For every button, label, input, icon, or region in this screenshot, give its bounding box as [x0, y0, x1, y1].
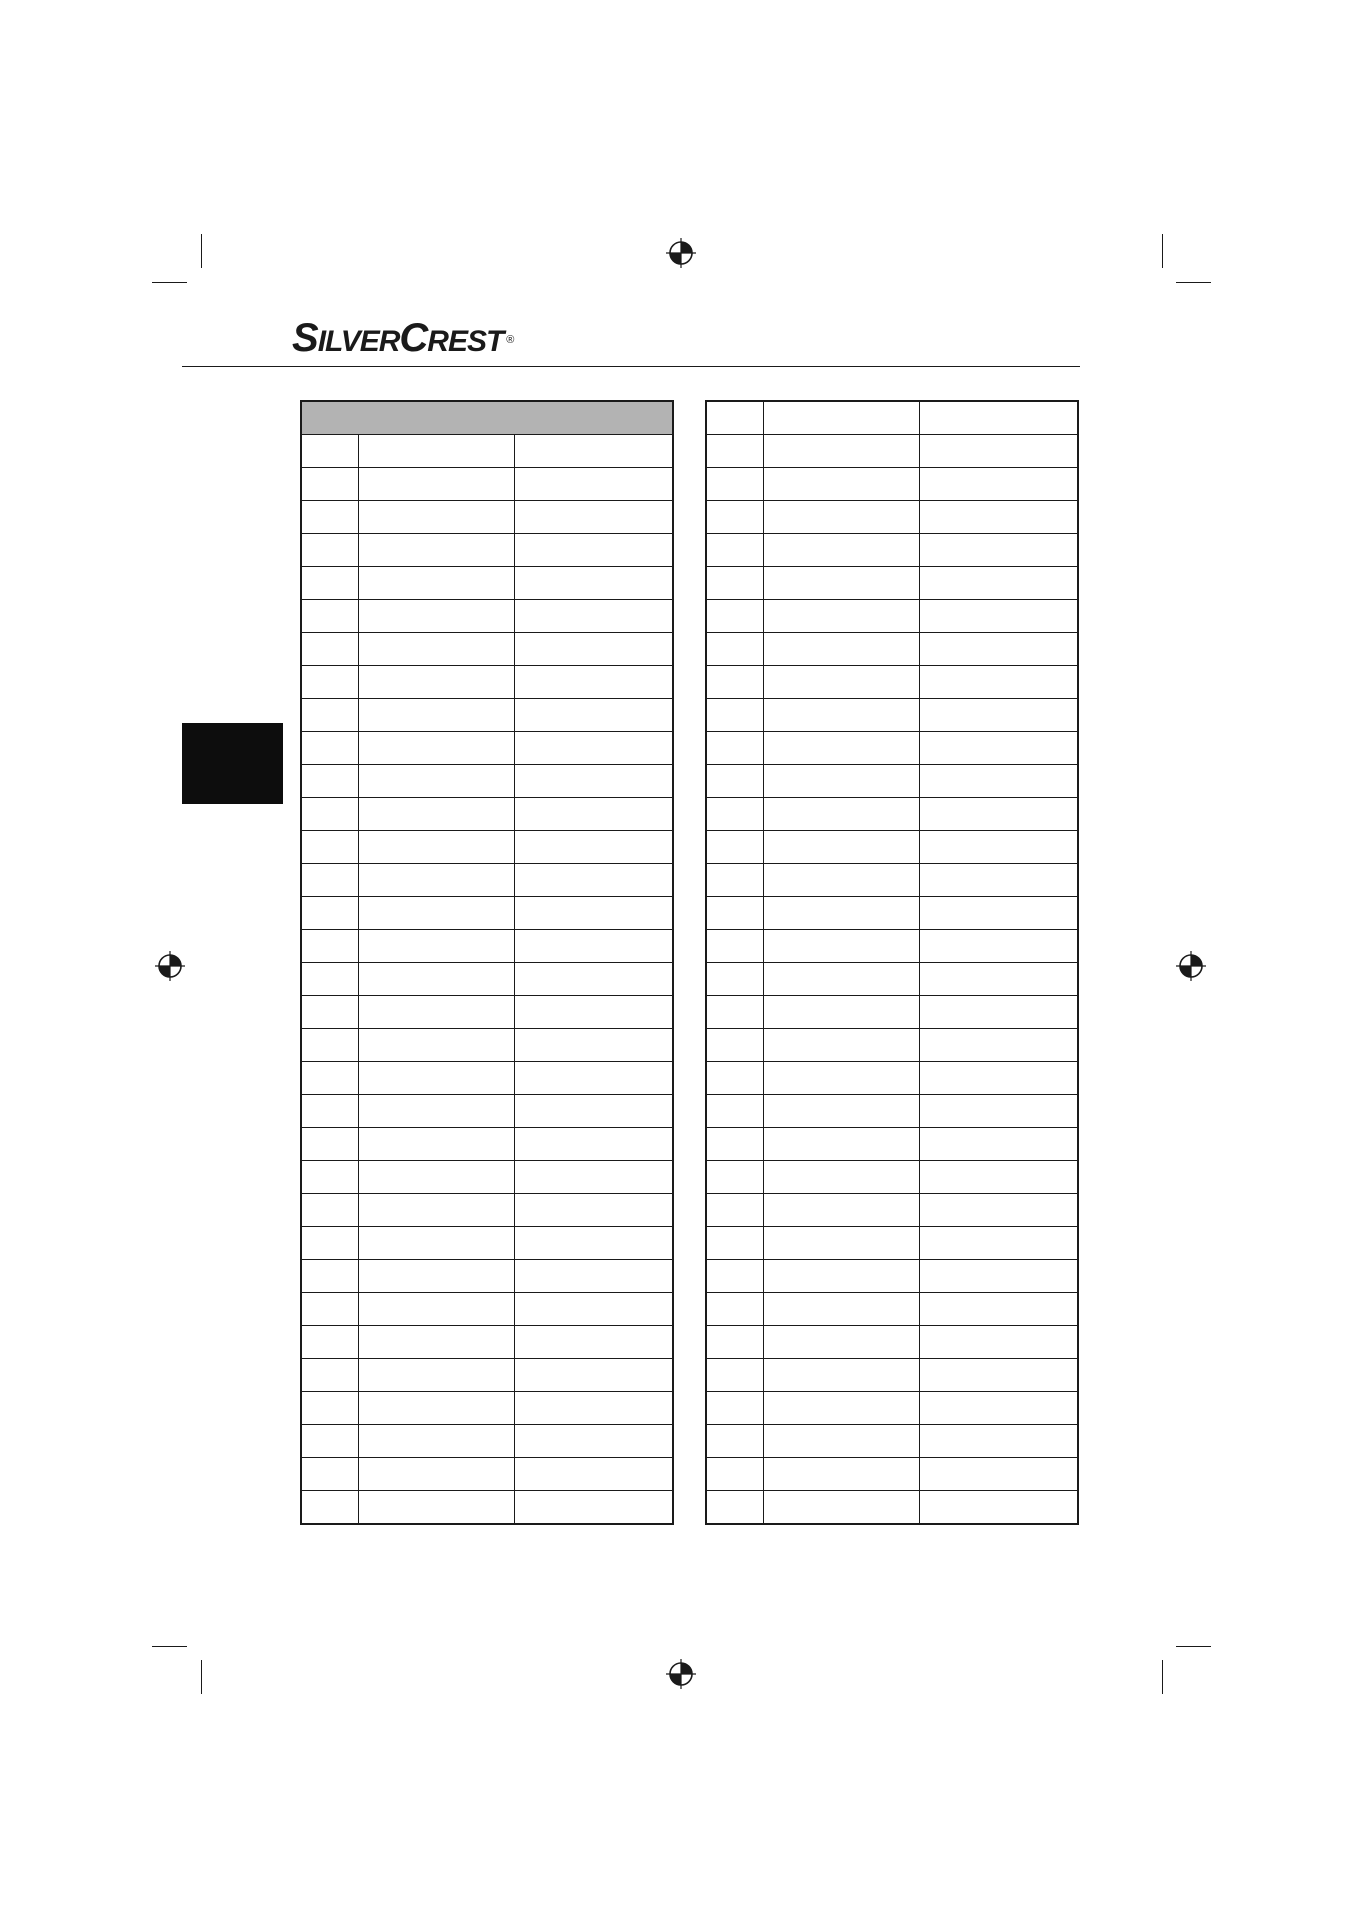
trademark-symbol: ® [506, 334, 514, 346]
table-cell [301, 468, 358, 501]
table-cell [358, 1293, 514, 1326]
table-row [706, 1029, 1078, 1062]
table-cell [763, 534, 919, 567]
logo-part-3: C [399, 316, 428, 360]
table-cell [706, 699, 763, 732]
table-cell [706, 765, 763, 798]
table-cell [706, 1095, 763, 1128]
crop-mark-top-left-vertical [201, 234, 202, 268]
table-cell [301, 831, 358, 864]
table-cell [706, 930, 763, 963]
table-cell [919, 435, 1078, 468]
table-cell [358, 1161, 514, 1194]
table-cell [358, 1029, 514, 1062]
table-row [301, 699, 673, 732]
table-cell [919, 930, 1078, 963]
table-cell [514, 1029, 673, 1062]
table-cell [301, 699, 358, 732]
table-cell [358, 534, 514, 567]
table-cell [919, 468, 1078, 501]
table-cell [919, 831, 1078, 864]
table-cell [514, 963, 673, 996]
table-cell [358, 1326, 514, 1359]
table-cell [514, 996, 673, 1029]
table-cell [301, 1062, 358, 1095]
table-cell [514, 1260, 673, 1293]
table-cell [514, 1194, 673, 1227]
table-cell [763, 1128, 919, 1161]
table-cell [763, 1161, 919, 1194]
table-cell [514, 831, 673, 864]
table-row [706, 1128, 1078, 1161]
table-row [706, 1227, 1078, 1260]
table-row [706, 1293, 1078, 1326]
table-cell [514, 1062, 673, 1095]
table-row [301, 864, 673, 897]
table-cell [358, 1491, 514, 1525]
table-cell [706, 831, 763, 864]
table-cell [919, 1227, 1078, 1260]
table-cell [301, 996, 358, 1029]
table-row [301, 534, 673, 567]
table-cell [706, 435, 763, 468]
table-cell [514, 930, 673, 963]
table-cell [706, 897, 763, 930]
table-cell [514, 1458, 673, 1491]
table-cell [706, 600, 763, 633]
table-row [301, 633, 673, 666]
table-row [301, 1128, 673, 1161]
crop-mark-bottom-right-vertical [1162, 1660, 1163, 1694]
table-cell [919, 501, 1078, 534]
table-cell [514, 1293, 673, 1326]
table-cell [919, 699, 1078, 732]
crop-mark-top-right-vertical [1162, 234, 1163, 268]
table-cell [514, 1359, 673, 1392]
table-cell [301, 600, 358, 633]
table-cell [706, 567, 763, 600]
table-row [706, 864, 1078, 897]
table-row [706, 1425, 1078, 1458]
table-cell [919, 534, 1078, 567]
table-cell [706, 1227, 763, 1260]
table-cell [358, 1392, 514, 1425]
table-row [301, 1293, 673, 1326]
table-cell [706, 1062, 763, 1095]
table-cell [358, 1359, 514, 1392]
table-cell [763, 1392, 919, 1425]
table-cell [763, 897, 919, 930]
table-cell [301, 1359, 358, 1392]
table-cell [358, 831, 514, 864]
table-cell [919, 1425, 1078, 1458]
table-cell [706, 1326, 763, 1359]
table-row [706, 1326, 1078, 1359]
table-row [301, 732, 673, 765]
table-cell [514, 666, 673, 699]
table-cell [358, 765, 514, 798]
table-cell [514, 1095, 673, 1128]
logo-part-4: REST [427, 325, 504, 358]
table-row [706, 1260, 1078, 1293]
table-cell [514, 798, 673, 831]
table-row [301, 1227, 673, 1260]
table-cell [514, 600, 673, 633]
table-cell [919, 1194, 1078, 1227]
table-cell [358, 666, 514, 699]
table-row [706, 567, 1078, 600]
table-row [301, 1359, 673, 1392]
table-cell [763, 501, 919, 534]
table-cell [763, 930, 919, 963]
registration-target-right-icon [1176, 951, 1206, 981]
table-row [706, 666, 1078, 699]
table-row [706, 1095, 1078, 1128]
table-cell [763, 1062, 919, 1095]
table-cell [301, 1392, 358, 1425]
table-cell [706, 1260, 763, 1293]
table-cell [301, 897, 358, 930]
table-row [301, 1194, 673, 1227]
table-row [706, 1194, 1078, 1227]
table-row [301, 1392, 673, 1425]
table-row [706, 765, 1078, 798]
table-row [706, 435, 1078, 468]
table-row [706, 897, 1078, 930]
table-cell [919, 1392, 1078, 1425]
table-row [301, 567, 673, 600]
table-cell [301, 1491, 358, 1525]
table-cell [301, 633, 358, 666]
crop-mark-bottom-right-horizontal [1176, 1646, 1211, 1647]
table-cell [358, 1194, 514, 1227]
table-row [706, 1062, 1078, 1095]
table-cell [358, 1095, 514, 1128]
table-cell [301, 501, 358, 534]
table-row [706, 1359, 1078, 1392]
table-cell [706, 1392, 763, 1425]
table-row [706, 732, 1078, 765]
table-cell [301, 1095, 358, 1128]
table-cell [706, 1359, 763, 1392]
left-table [300, 400, 674, 1525]
table-header-cell [301, 401, 673, 435]
table-cell [919, 1326, 1078, 1359]
table-cell [301, 765, 358, 798]
table-row [301, 1425, 673, 1458]
table-cell [919, 1260, 1078, 1293]
table-cell [358, 699, 514, 732]
table-cell [919, 633, 1078, 666]
table-cell [919, 897, 1078, 930]
table-cell [763, 1227, 919, 1260]
table-cell [358, 1425, 514, 1458]
table-cell [919, 1458, 1078, 1491]
table-row [301, 1326, 673, 1359]
table-cell [919, 1359, 1078, 1392]
table-cell [763, 798, 919, 831]
table-cell [706, 534, 763, 567]
brand-logo [292, 316, 514, 360]
table-cell [514, 567, 673, 600]
table-row [301, 1458, 673, 1491]
table-cell [358, 864, 514, 897]
table-cell [358, 633, 514, 666]
table-cell [301, 1260, 358, 1293]
crop-mark-top-left-horizontal [152, 282, 187, 283]
table-cell [358, 468, 514, 501]
table-cell [706, 633, 763, 666]
table-cell [514, 633, 673, 666]
table-cell [301, 666, 358, 699]
table-header-band [301, 401, 673, 435]
crop-mark-bottom-left-vertical [201, 1660, 202, 1694]
table-row [706, 468, 1078, 501]
table-cell [358, 435, 514, 468]
table-row [301, 897, 673, 930]
table-cell [514, 765, 673, 798]
table-cell [514, 534, 673, 567]
table-cell [706, 1491, 763, 1525]
table-cell [358, 1227, 514, 1260]
table-row [301, 1260, 673, 1293]
table-row [301, 930, 673, 963]
table-cell [706, 666, 763, 699]
crop-mark-bottom-left-horizontal [152, 1646, 187, 1647]
header-rule [182, 366, 1080, 367]
table-cell [358, 732, 514, 765]
table-cell [301, 930, 358, 963]
table-cell [514, 864, 673, 897]
table-row [301, 798, 673, 831]
table-cell [763, 765, 919, 798]
table-row [706, 1161, 1078, 1194]
table-row [301, 831, 673, 864]
table-cell [919, 1128, 1078, 1161]
table-cell [763, 1260, 919, 1293]
table-cell [919, 1029, 1078, 1062]
table-row [301, 666, 673, 699]
table-cell [706, 1293, 763, 1326]
logo-part-1: S [292, 316, 318, 360]
table-cell [514, 501, 673, 534]
table-cell [763, 1326, 919, 1359]
table-cell [763, 831, 919, 864]
table-cell [919, 401, 1078, 435]
table-cell [763, 1491, 919, 1525]
table-cell [358, 1062, 514, 1095]
table-row [706, 1491, 1078, 1525]
table-cell [301, 1458, 358, 1491]
right-table [705, 400, 1079, 1525]
table-cell [919, 1095, 1078, 1128]
table-cell [919, 1161, 1078, 1194]
table-cell [358, 996, 514, 1029]
table-row [301, 1491, 673, 1525]
table-cell [763, 600, 919, 633]
table-cell [919, 732, 1078, 765]
table-row [706, 831, 1078, 864]
table-row [706, 1392, 1078, 1425]
table-cell [919, 1491, 1078, 1525]
table-row [301, 963, 673, 996]
table-cell [763, 1458, 919, 1491]
table-cell [763, 963, 919, 996]
table-cell [358, 1128, 514, 1161]
table-cell [706, 401, 763, 435]
table-row [706, 501, 1078, 534]
table-cell [706, 468, 763, 501]
language-side-tab [182, 723, 283, 804]
table-cell [763, 567, 919, 600]
table-cell [763, 864, 919, 897]
table-cell [514, 699, 673, 732]
table-cell [706, 1161, 763, 1194]
table-cell [514, 1161, 673, 1194]
table-cell [301, 798, 358, 831]
table-cell [763, 666, 919, 699]
right-table-body [706, 401, 1078, 1524]
table-row [301, 600, 673, 633]
table-cell [919, 1062, 1078, 1095]
table-cell [763, 1293, 919, 1326]
table-cell [301, 435, 358, 468]
table-cell [706, 732, 763, 765]
table-cell [706, 996, 763, 1029]
table-cell [301, 1194, 358, 1227]
registration-target-bottom-icon [666, 1659, 696, 1689]
logo-part-2: ILVER [317, 325, 400, 358]
table-cell [763, 1359, 919, 1392]
table-row [706, 401, 1078, 435]
table-cell [301, 1161, 358, 1194]
table-cell [706, 1194, 763, 1227]
table-cell [301, 567, 358, 600]
table-cell [358, 930, 514, 963]
table-cell [706, 798, 763, 831]
table-cell [763, 732, 919, 765]
table-row [301, 501, 673, 534]
table-cell [763, 1194, 919, 1227]
table-cell [763, 633, 919, 666]
table-row [301, 1062, 673, 1095]
left-table-body [301, 401, 673, 1524]
table-cell [514, 1227, 673, 1260]
table-cell [358, 798, 514, 831]
table-cell [706, 864, 763, 897]
table-row [301, 435, 673, 468]
table-cell [358, 501, 514, 534]
table-row [706, 963, 1078, 996]
table-cell [919, 996, 1078, 1029]
table-cell [919, 666, 1078, 699]
table-cell [514, 1392, 673, 1425]
table-cell [358, 897, 514, 930]
table-cell [763, 1029, 919, 1062]
table-row [706, 798, 1078, 831]
table-cell [763, 435, 919, 468]
table-row [706, 996, 1078, 1029]
registration-target-left-icon [155, 951, 185, 981]
table-cell [358, 1260, 514, 1293]
table-cell [301, 1425, 358, 1458]
registration-target-top-icon [666, 238, 696, 268]
table-cell [301, 1293, 358, 1326]
table-cell [706, 1128, 763, 1161]
table-row [706, 600, 1078, 633]
table-cell [301, 1128, 358, 1161]
table-cell [919, 864, 1078, 897]
table-cell [301, 534, 358, 567]
table-cell [358, 567, 514, 600]
table-cell [763, 468, 919, 501]
table-row [301, 765, 673, 798]
table-row [301, 1029, 673, 1062]
table-row [706, 930, 1078, 963]
table-row [706, 699, 1078, 732]
table-cell [919, 567, 1078, 600]
table-cell [514, 435, 673, 468]
table-cell [706, 1425, 763, 1458]
table-cell [514, 897, 673, 930]
table-row [301, 1161, 673, 1194]
table-cell [301, 1227, 358, 1260]
table-cell [763, 996, 919, 1029]
table-cell [706, 1458, 763, 1491]
table-cell [301, 1029, 358, 1062]
table-cell [763, 1425, 919, 1458]
table-cell [919, 765, 1078, 798]
table-row [301, 996, 673, 1029]
table-cell [514, 1491, 673, 1525]
table-cell [358, 1458, 514, 1491]
table-cell [919, 1293, 1078, 1326]
table-cell [301, 864, 358, 897]
table-cell [763, 401, 919, 435]
table-cell [919, 798, 1078, 831]
table-cell [706, 1029, 763, 1062]
table-cell [514, 732, 673, 765]
table-cell [514, 468, 673, 501]
table-cell [706, 501, 763, 534]
table-row [301, 1095, 673, 1128]
table-cell [514, 1425, 673, 1458]
table-cell [514, 1128, 673, 1161]
table-cell [358, 963, 514, 996]
table-row [706, 633, 1078, 666]
table-cell [301, 1326, 358, 1359]
table-row [706, 534, 1078, 567]
table-row [301, 468, 673, 501]
table-cell [763, 699, 919, 732]
table-cell [706, 963, 763, 996]
table-cell [514, 1326, 673, 1359]
table-cell [919, 963, 1078, 996]
table-cell [919, 600, 1078, 633]
table-cell [301, 963, 358, 996]
crop-mark-top-right-horizontal [1176, 282, 1211, 283]
table-cell [763, 1095, 919, 1128]
table-cell [358, 600, 514, 633]
table-row [706, 1458, 1078, 1491]
table-cell [301, 732, 358, 765]
